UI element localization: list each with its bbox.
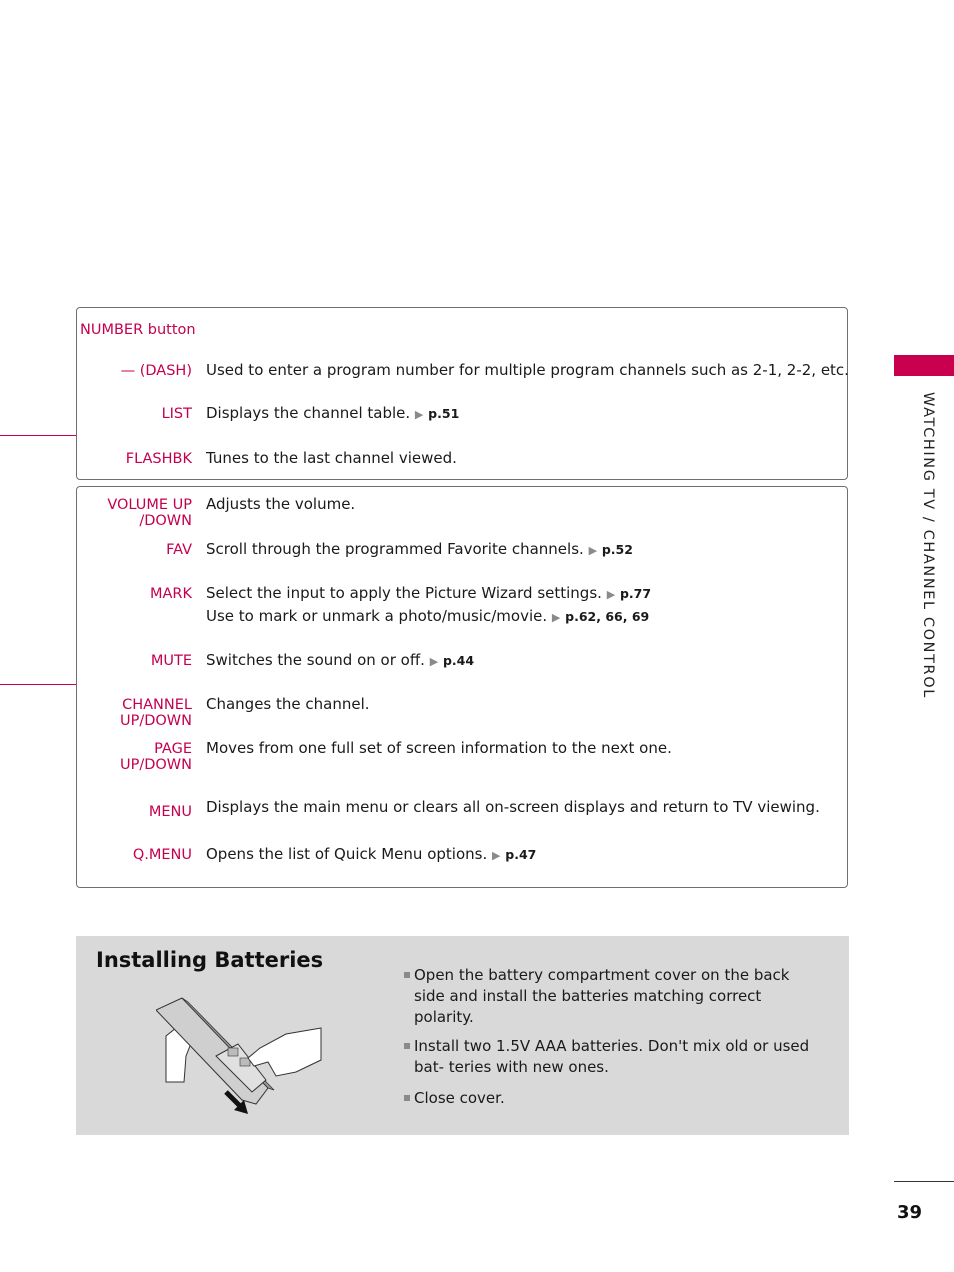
volume-label	[107, 497, 192, 529]
mark-page-ref2: p.62, 66, 69	[565, 609, 650, 624]
play-arrow-icon: ▶	[606, 588, 616, 601]
mark-desc-line1	[206, 582, 651, 606]
qmenu-desc: Opens the list of Quick Menu options.	[206, 845, 488, 863]
mute-label: MUTE	[150, 653, 192, 669]
list-page-ref: p.51	[428, 406, 460, 421]
flashbk-label: FLASHBK	[125, 451, 192, 467]
volume-label-line1: VOLUME UP	[107, 497, 192, 513]
volume-label-line2: /DOWN	[139, 513, 192, 529]
list-desc-line	[206, 402, 459, 426]
side-tab-marker	[894, 355, 954, 376]
play-arrow-icon: ▶	[492, 849, 501, 862]
fav-desc: Scroll through the programmed Favorite channels.	[206, 540, 584, 558]
number-button-label: NUMBER button	[80, 322, 196, 338]
bullet-square-icon	[404, 1095, 410, 1101]
menu-desc: Displays the main menu or clears all on-screen displays and return to TV viewing.	[206, 798, 820, 816]
battery-instructions	[404, 965, 824, 1109]
channel-label	[120, 697, 192, 729]
qmenu-desc-line	[206, 843, 536, 867]
channel-desc: Changes the channel.	[206, 695, 370, 713]
mark-label: MARK	[149, 586, 192, 602]
play-arrow-icon: ▶	[588, 544, 598, 557]
channel-label-line2: UP/DOWN	[119, 713, 192, 729]
mark-desc-line2	[206, 605, 649, 629]
list-desc: Displays the channel table.	[206, 404, 411, 422]
installing-batteries-panel	[76, 936, 849, 1135]
fav-label: FAV	[166, 542, 192, 558]
battery-step-1	[404, 965, 824, 1028]
list-label: LIST	[161, 406, 192, 422]
battery-step-3-text: Close cover.	[414, 1089, 505, 1107]
page-label-line2: UP/DOWN	[119, 757, 192, 773]
battery-installation-illustration	[156, 996, 326, 1116]
bullet-square-icon	[404, 1043, 410, 1049]
battery-step-3	[404, 1088, 824, 1109]
battery-step-2-text: Install two 1.5V AAA batteries. Don't mix old or used bat- teries with new ones.	[414, 1037, 810, 1076]
mark-desc1: Select the input to apply the Picture Wizard settings.	[206, 584, 602, 602]
controls-section	[76, 486, 848, 888]
mute-page-ref: p.44	[442, 653, 475, 668]
mute-desc-line	[206, 649, 474, 673]
page-desc: Moves from one full set of screen information to the next one.	[206, 739, 672, 757]
fav-page-ref: p.52	[601, 542, 633, 557]
batteries-title: Installing Batteries	[96, 948, 324, 972]
volume-desc: Adjusts the volume.	[206, 495, 356, 513]
play-arrow-icon: ▶	[551, 611, 561, 624]
bullet-square-icon	[404, 972, 410, 978]
page-number: 39	[897, 1202, 923, 1223]
menu-label: MENU	[148, 804, 192, 820]
mark-desc2: Use to mark or unmark a photo/music/movie.	[206, 607, 548, 625]
mute-desc: Switches the sound on or off.	[206, 651, 425, 669]
qmenu-page-ref: p.47	[505, 847, 537, 862]
battery-step-2	[404, 1036, 824, 1078]
play-arrow-icon: ▶	[414, 408, 424, 421]
page-number-rule	[894, 1181, 954, 1182]
number-button-section	[76, 307, 848, 480]
left-margin-line-bottom	[0, 684, 77, 685]
side-tab-title: WATCHING TV / CHANNEL CONTROL	[920, 392, 936, 699]
qmenu-label: Q.MENU	[132, 847, 192, 863]
channel-label-line1: CHANNEL	[122, 697, 192, 713]
flashbk-desc: Tunes to the last channel viewed.	[206, 449, 457, 467]
play-arrow-icon: ▶	[429, 655, 439, 668]
left-margin-line-top	[0, 435, 77, 436]
dash-label: — (DASH)	[120, 363, 192, 379]
fav-desc-line	[206, 538, 633, 562]
page-label	[120, 741, 192, 773]
mark-page-ref1: p.77	[619, 586, 652, 601]
page-label-line1: PAGE	[154, 741, 192, 757]
dash-desc: Used to enter a program number for multiple program channels such as 2-1, 2-2, etc.	[206, 361, 849, 379]
battery-step-1-text: Open the battery compartment cover on the back side and install the batteries matching correct polarity.	[414, 966, 790, 1026]
